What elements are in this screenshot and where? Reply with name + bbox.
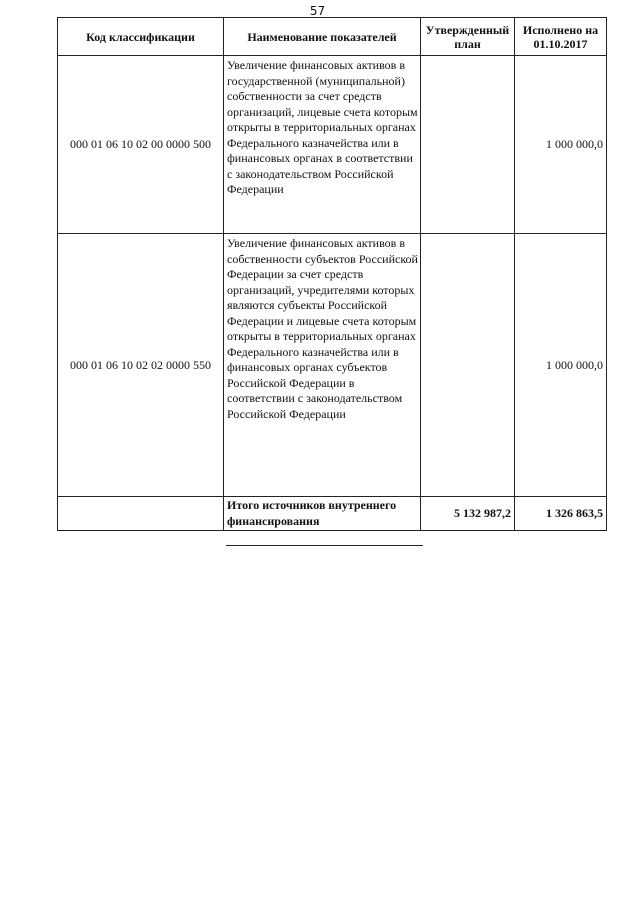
row-code: 000 01 06 10 02 00 0000 500 — [58, 56, 224, 234]
page-number: 57 — [309, 4, 326, 18]
header-plan-line1: Утвержденный — [425, 22, 510, 37]
header-done-line1: Исполнено на — [522, 22, 599, 37]
header-code: Код классификации — [58, 18, 224, 56]
header-done-line2: 01.10.2017 — [533, 36, 588, 51]
table-header-row — [58, 18, 607, 56]
table-row — [58, 234, 607, 497]
total-done: 1 326 863,5 — [515, 497, 607, 531]
header-done — [515, 18, 607, 56]
sources-table — [57, 17, 607, 531]
table-row — [58, 56, 607, 234]
total-row — [58, 497, 607, 531]
total-name: Итого источников внутреннего финансирования — [224, 497, 421, 531]
header-name: Наименование показателей — [224, 18, 421, 56]
row-code: 000 01 06 10 02 02 0000 550 — [58, 234, 224, 497]
header-plan-line2: план — [454, 36, 481, 51]
row-name: Увеличение финансовых активов в собственности субъектов Российской Федерации за счет средств организаций, учредителями которых являются субъекты Российской Федерации и лицевые счета которым открыты в территориальных органах Федерального казначейства или в финансовых органах субъектов Российской Федерации в соответствии с законодательством Российской Федерации — [224, 234, 421, 497]
row-done: 1 000 000,0 — [515, 56, 607, 234]
row-plan — [421, 56, 515, 234]
row-done: 1 000 000,0 — [515, 234, 607, 497]
total-plan: 5 132 987,2 — [421, 497, 515, 531]
total-code — [58, 497, 224, 531]
header-plan — [421, 18, 515, 56]
row-plan — [421, 234, 515, 497]
closing-divider — [226, 545, 423, 546]
row-name: Увеличение финансовых активов в государственной (муниципальной) собственности за счет средств организаций, лицевые счета которым открыты в территориальных органах Федерального казначейства или в финансовых органах в соответствии с законодательством Российской Федерации — [224, 56, 421, 234]
